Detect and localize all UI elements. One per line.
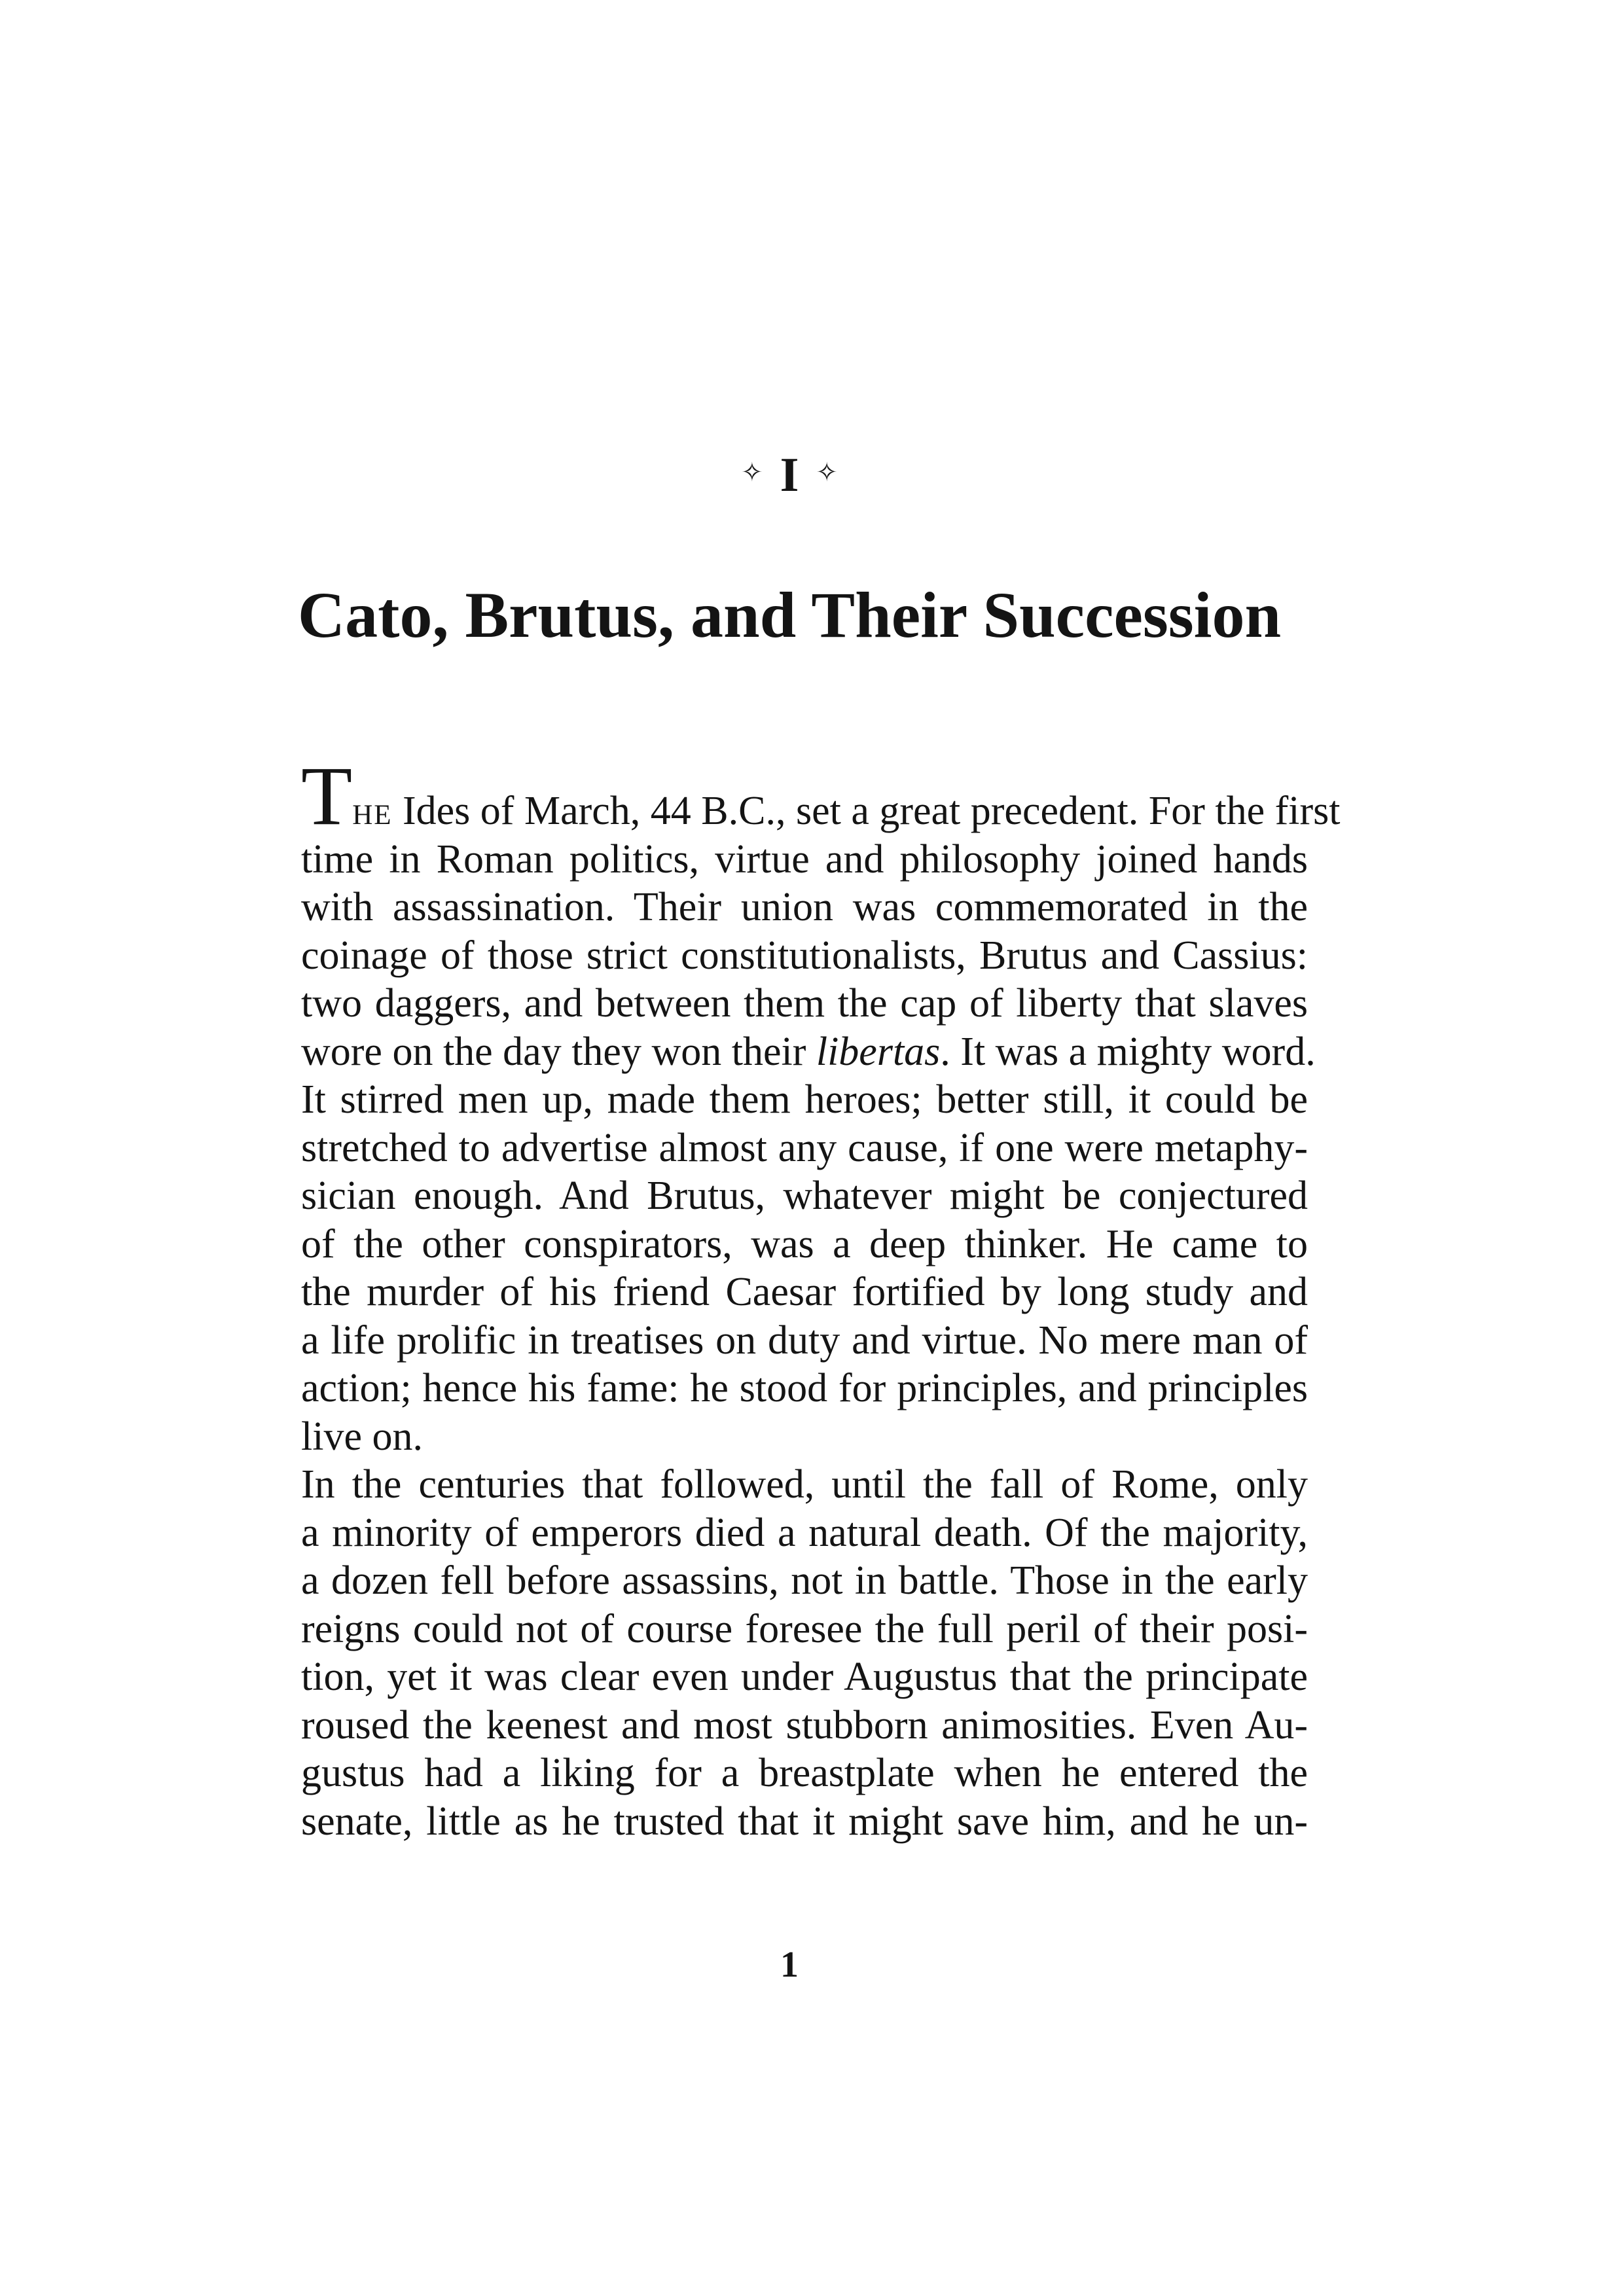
text-line-content: wore on the day they won their [301, 1029, 816, 1074]
text-line: action; hence his fame: he stood for principles, and principles [301, 1366, 1308, 1410]
chapter-number [0, 445, 1579, 501]
text-line: stretched to advertise almost any cause, if one were metaphy- [301, 1125, 1308, 1170]
text-line: gustus had a liking for a breastplate when he entered the [301, 1751, 1308, 1795]
text-line: of the other conspirators, was a deep thinker. He came to [301, 1221, 1308, 1266]
text-line: live on. [301, 1414, 423, 1459]
text-line: senate, little as he trusted that it might save him, and he un- [301, 1799, 1308, 1844]
chapter-numeral: I [780, 448, 799, 502]
small-caps-lead: he [352, 789, 393, 833]
text-line: time in Roman politics, virtue and philosophy joined hands [301, 836, 1308, 882]
drop-cap: T [301, 749, 353, 842]
text-line: In the centuries that followed, until the fall of Rome, only [301, 1462, 1308, 1507]
text-line: a minority of emperors died a natural death. Of the majority, [301, 1510, 1308, 1555]
text-line: sician enough. And Brutus, whatever might be conjectured [301, 1174, 1308, 1218]
text-line-content: Ides of March, 44 B.C., set a great precedent. For the first [392, 789, 1341, 833]
ornament-right-icon: ✧ [816, 457, 838, 487]
text-line: tion, yet it was clear even under Augustus that the principate [301, 1655, 1308, 1699]
chapter-title: Cato, Brutus, and Their Succession [297, 579, 1282, 651]
page-number: 1 [780, 1945, 799, 1985]
ornament-left-icon: ✧ [741, 457, 763, 487]
text-line-content: . It was a mighty word. [940, 1029, 1316, 1074]
text-line: with assassination. Their union was commemorated in the [301, 885, 1308, 929]
text-line [301, 749, 1341, 842]
text-line: a life prolific in treatises on duty and virtue. No mere man of [301, 1318, 1308, 1363]
text-line: coinage of those strict constitutionalists, Brutus and Cassius: [301, 933, 1308, 978]
text-line: roused the keenest and most stubborn animosities. Even Au- [301, 1702, 1308, 1748]
text-line: It stirred men up, made them heroes; better still, it could be [301, 1077, 1308, 1122]
text-line: reigns could not of course foresee the full peril of their posi- [301, 1606, 1308, 1651]
text-line: two daggers, and between them the cap of liberty that slaves [301, 981, 1308, 1026]
body-text [301, 749, 1341, 1846]
text-line: the murder of his friend Caesar fortified by long study and [301, 1270, 1308, 1314]
italic-word: libertas [816, 1029, 941, 1074]
text-line [301, 1028, 1316, 1077]
text-line: a dozen fell before assassins, not in battle. Those in the early [301, 1558, 1308, 1603]
